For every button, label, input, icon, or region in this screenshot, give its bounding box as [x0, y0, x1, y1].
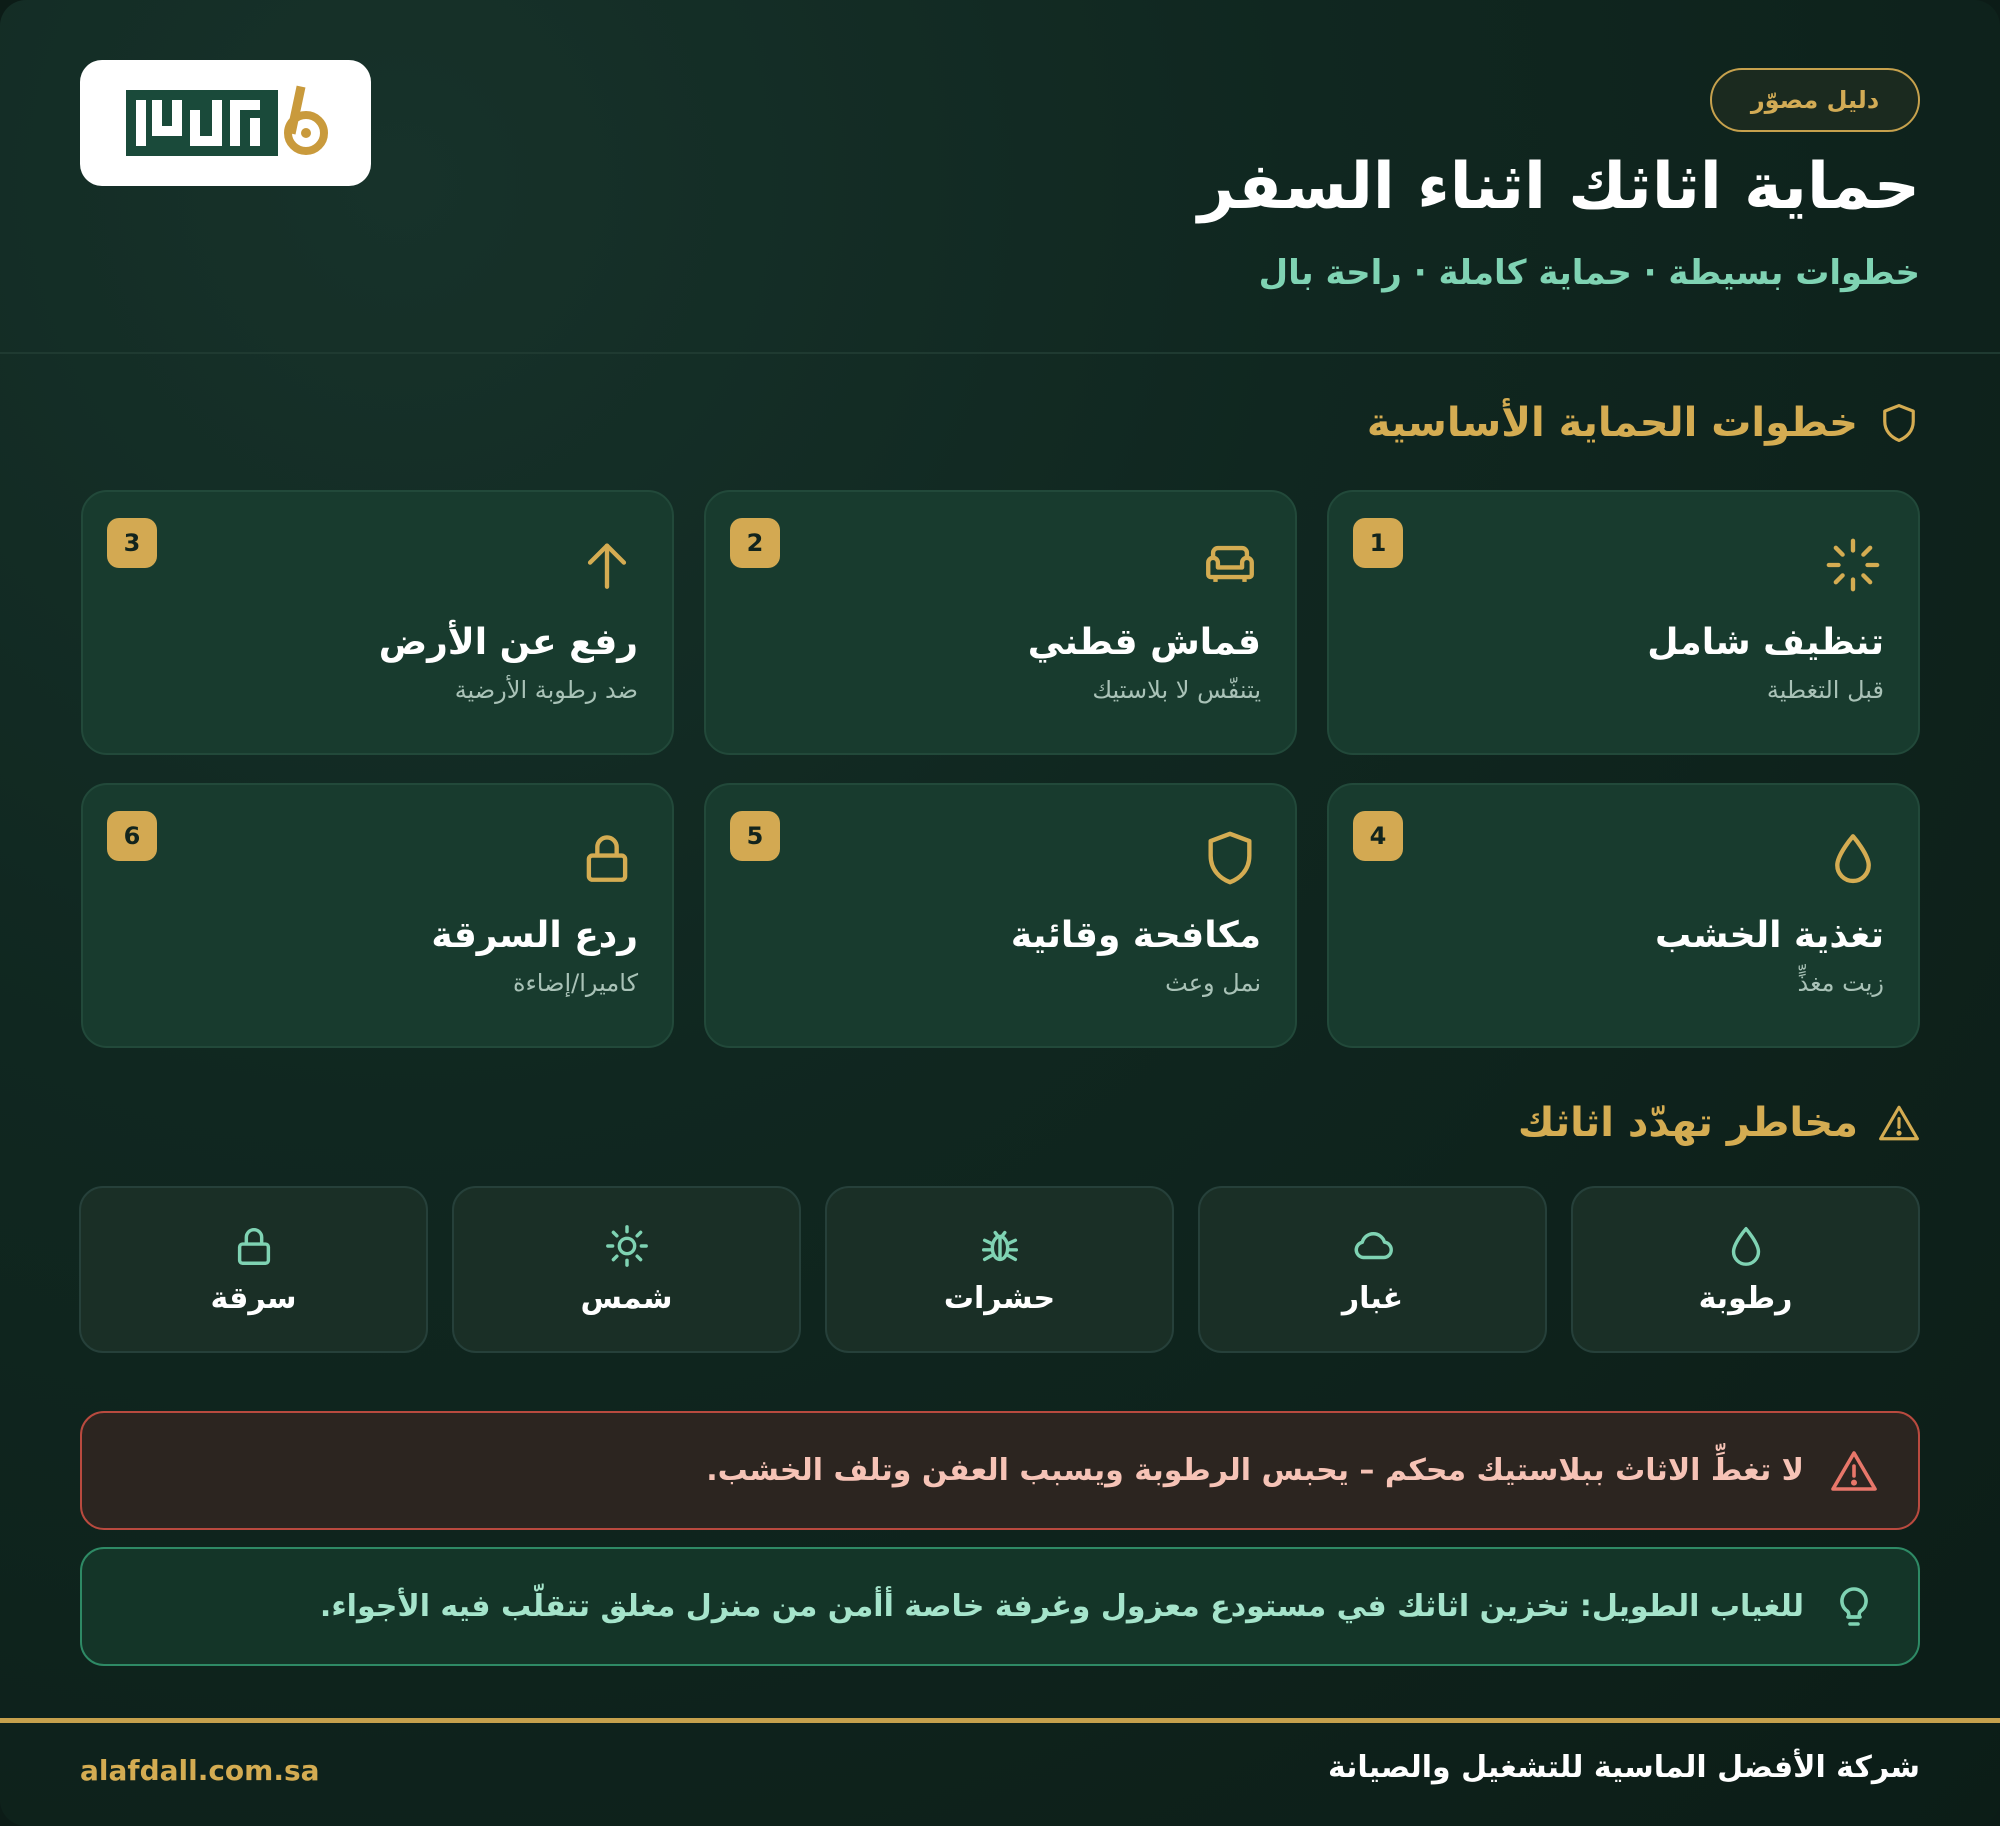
step-title: مكافحة وقائية	[1010, 915, 1261, 956]
steps-grid	[80, 490, 1920, 1048]
step-number: 2	[730, 518, 780, 568]
bug-icon	[977, 1223, 1023, 1269]
guide-badge: دليل مصوّر	[1710, 68, 1920, 132]
header-divider	[0, 352, 2000, 354]
step-card	[704, 783, 1297, 1048]
tip-text: للغياب الطويل: تخزين اثاثك في مستودع معزول وغرفة خاصة أأمن من منزل مغلق تتقلّب فيه الأجواء.	[319, 1589, 1804, 1624]
cloud-icon	[1350, 1223, 1396, 1269]
risks-section-title: مخاطر تهدّد اثاثك	[1517, 1100, 1858, 1146]
footer-website[interactable]: alafdall.com.sa	[80, 1754, 320, 1787]
lightbulb-icon	[1830, 1583, 1878, 1631]
step-subtitle: زيت مغذٍّ	[1797, 969, 1884, 997]
step-subtitle: ضد رطوبة الأرضية	[454, 676, 638, 704]
step-subtitle: قبل التغطية	[1766, 676, 1884, 704]
step-title: تنظيف شامل	[1647, 622, 1884, 663]
sparkle-icon	[1824, 536, 1882, 594]
warning-icon	[1878, 1102, 1920, 1144]
step-number: 1	[1353, 518, 1403, 568]
step-card	[1327, 490, 1920, 755]
risk-tile	[1198, 1186, 1547, 1353]
risk-tile	[825, 1186, 1174, 1353]
step-card	[81, 490, 674, 755]
shield-icon	[1201, 829, 1259, 887]
step-title: تغذية الخشب	[1654, 915, 1884, 956]
step-title: قماش قطني	[1027, 622, 1261, 663]
risk-label: شمس	[580, 1281, 673, 1316]
step-title: رفع عن الأرض	[378, 622, 638, 663]
risk-tile	[79, 1186, 428, 1353]
droplet-icon	[1824, 829, 1882, 887]
footer-divider	[0, 1718, 2000, 1723]
logo	[80, 60, 371, 186]
warning-alert	[80, 1411, 1920, 1530]
lock-icon	[578, 829, 636, 887]
step-number: 6	[107, 811, 157, 861]
arrow-up-icon	[578, 536, 636, 594]
risks-section-heading	[1518, 1100, 1920, 1146]
step-subtitle: يتنفّس لا بلاستيك	[1092, 676, 1261, 704]
risk-label: حشرات	[943, 1281, 1056, 1316]
step-number: 3	[107, 518, 157, 568]
step-card	[1327, 783, 1920, 1048]
risk-label: غبار	[1341, 1281, 1404, 1316]
warning-text: لا تغطِّ الاثاث ببلاستيك محكم – يحبس الرطوبة ويسبب العفن وتلف الخشب.	[706, 1453, 1804, 1488]
risk-tile	[452, 1186, 801, 1353]
droplet-icon	[1723, 1223, 1769, 1269]
risk-tile	[1571, 1186, 1920, 1353]
sofa-icon	[1201, 536, 1259, 594]
page-title: حماية اثاثك اثناء السفر	[1197, 150, 1920, 224]
sun-icon	[604, 1223, 650, 1269]
warning-icon	[1830, 1447, 1878, 1495]
footer-company: شركة الأفضل الماسية للتشغيل والصيانة	[1327, 1750, 1920, 1785]
risk-label: سرقة	[210, 1281, 297, 1316]
shield-icon	[1878, 402, 1920, 444]
risk-label: رطوبة	[1698, 1281, 1793, 1316]
step-subtitle: نمل وعث	[1165, 969, 1261, 997]
lock-icon	[231, 1223, 277, 1269]
step-card	[81, 783, 674, 1048]
step-card	[704, 490, 1297, 755]
page-subtitle: خطوات بسيطة · حماية كاملة · راحة بال	[1258, 253, 1920, 293]
step-number: 4	[1353, 811, 1403, 861]
risks-grid	[80, 1186, 1920, 1353]
step-title: ردع السرقة	[431, 915, 638, 956]
steps-section-title: خطوات الحماية الأساسية	[1366, 400, 1858, 446]
tip-alert	[80, 1547, 1920, 1666]
step-subtitle: كاميرا/إضاءة	[512, 969, 638, 997]
logo-mark-icon	[116, 78, 336, 168]
steps-section-heading	[1367, 400, 1920, 446]
step-number: 5	[730, 811, 780, 861]
